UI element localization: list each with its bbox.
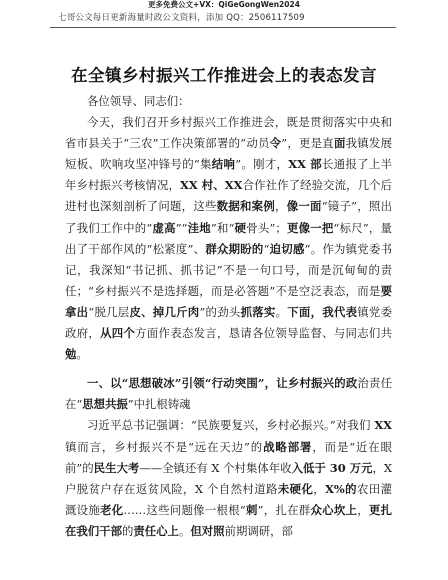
text-run: “脱几层 — [88, 304, 130, 319]
text-run: 农田灌溉设施 — [65, 481, 392, 517]
bold-text-run: X%的 — [325, 481, 357, 496]
bold-text-run: 像一面 — [286, 199, 322, 214]
text-run: 我镇发展短板、吹响攻坚冲锋号的“集 — [65, 136, 392, 172]
bold-text-run: 要拿出 — [65, 283, 392, 319]
bold-text-run: 一、以“思想破冰”引领“行动突围”，让乡村振兴的政 — [87, 376, 358, 391]
bold-text-run: 更扎在我们干部 — [65, 502, 392, 538]
text-run: ，X 户脱贫户存在返贫风险，X 个自然村道路 — [65, 460, 392, 496]
text-run: 镇而言，乡村振兴不是“远在天边”的 — [65, 439, 264, 454]
text-run: 治责任在“ — [65, 376, 392, 412]
bold-text-run: 思想共振 — [82, 397, 128, 412]
bold-text-run: 刺 — [245, 502, 258, 517]
bold-text-run: 硬 — [234, 220, 247, 235]
text-run: 镇党委政府， — [65, 304, 392, 341]
text-run: 长通报了上半年乡村振兴考核情况， — [65, 157, 392, 193]
text-run: ”“ — [175, 220, 188, 235]
bold-text-run: 令 — [269, 136, 282, 151]
bold-text-run: 虚高 — [152, 220, 176, 235]
bold-text-run: 皮、掉几斤肉 — [129, 304, 200, 319]
text-run: 骨头”； — [246, 220, 287, 235]
text-run: 。 — [178, 523, 191, 538]
bold-text-run: 众心坎上 — [310, 502, 358, 517]
bold-text-run: 入低于 30 万元 — [291, 460, 373, 475]
text-run: “标尺”，量出了干部作风的“松紧度”、 — [65, 220, 392, 256]
text-run: ”，更是直 — [281, 136, 334, 151]
text-run: ”。刚才， — [235, 157, 289, 172]
bold-text-run: 战略部署 — [263, 439, 313, 454]
bold-text-run: 迫切感 — [269, 241, 305, 256]
header-divider — [50, 27, 396, 28]
bold-text-run: 但对照 — [190, 523, 225, 538]
bold-text-run: 老化 — [100, 502, 124, 517]
bold-text-run: 未硬化 — [277, 481, 314, 496]
document-title: 在全镇乡村振兴工作推进会上的表态发言 — [71, 66, 377, 85]
text-run: ”的劲头 — [199, 304, 241, 319]
text-run: 部 — [281, 523, 293, 538]
bold-text-run: 结响 — [211, 157, 236, 172]
text-run: “ — [263, 241, 270, 256]
text-run: 前期调研， — [224, 523, 282, 538]
text-run: 今天，我们召开乡村振兴工作推进会，既是贯彻落实中央和省市县关于“三农”工作决策部署的“动员 — [65, 115, 392, 151]
bold-text-run: 下面，我代表 — [287, 304, 358, 319]
bold-text-run: XX 部 — [288, 157, 322, 172]
text-run: 。 — [275, 304, 288, 319]
bold-text-run: 洼地 — [187, 220, 211, 235]
salutation: 各位领导、同志们： — [87, 94, 190, 108]
text-run: 方面作表态发言，恳请各位领导监督、与同志们共 — [135, 326, 392, 341]
text-run: 习近平总书记强调：“民族要复兴，乡村必振兴。”对我们 — [87, 418, 375, 433]
text-run: 的 — [121, 523, 134, 538]
top-banner: 更多免费公文+VX：QiGeGongWen2024 — [148, 0, 300, 9]
bold-text-run: 勉 — [65, 347, 77, 362]
bold-text-run: 面 — [333, 136, 346, 151]
paragraph — [65, 112, 392, 365]
text-run: ，而是“近在眼前”的 — [65, 439, 392, 475]
text-run: ， — [313, 481, 326, 496]
bold-text-run: 群众期盼的 — [205, 241, 264, 256]
bold-text-run: 责任心上 — [133, 523, 179, 538]
text-run: 合作社作了经验交流，几个后进村也深刻剖析了问题，这些 — [65, 178, 392, 214]
bold-text-run: 从四个 — [100, 326, 136, 341]
text-run: ”。作为镇党委书记，我深知“书记抓、抓书记”不是一句口号，而是沉甸甸的责任；“乡村振兴不是选择题，而是必答题”不是空泛表态，而是 — [65, 241, 392, 298]
text-run: 。 — [76, 347, 88, 362]
bold-text-run: 更像一把 — [286, 220, 334, 235]
section-heading — [65, 373, 392, 415]
text-run: ”中扎根铸魂 — [127, 397, 191, 412]
bold-text-run: 抓落实 — [240, 304, 276, 319]
text-run: ， — [275, 199, 287, 214]
text-run: “镜子”，照出了我们工作中的“ — [65, 199, 392, 235]
text-run: ”和“ — [210, 220, 235, 235]
header-note: 七哥公文每日更新海量时政公文资料，添加 QQ：2506117509 — [58, 13, 305, 23]
text-run: ——全镇还有 X 个村集体年收 — [139, 460, 292, 475]
paragraph — [65, 415, 392, 542]
text-run: ”，扎在群 — [257, 502, 311, 517]
bold-text-run: XX 村、XX — [180, 178, 243, 193]
document-body — [65, 91, 392, 542]
bold-text-run: XX — [374, 418, 392, 433]
text-run: ……这些问题像一根根“ — [123, 502, 246, 517]
text-run: ， — [357, 502, 369, 517]
bold-text-run: 数据和案例 — [216, 199, 276, 214]
bold-text-run: 民生大考 — [93, 460, 140, 475]
